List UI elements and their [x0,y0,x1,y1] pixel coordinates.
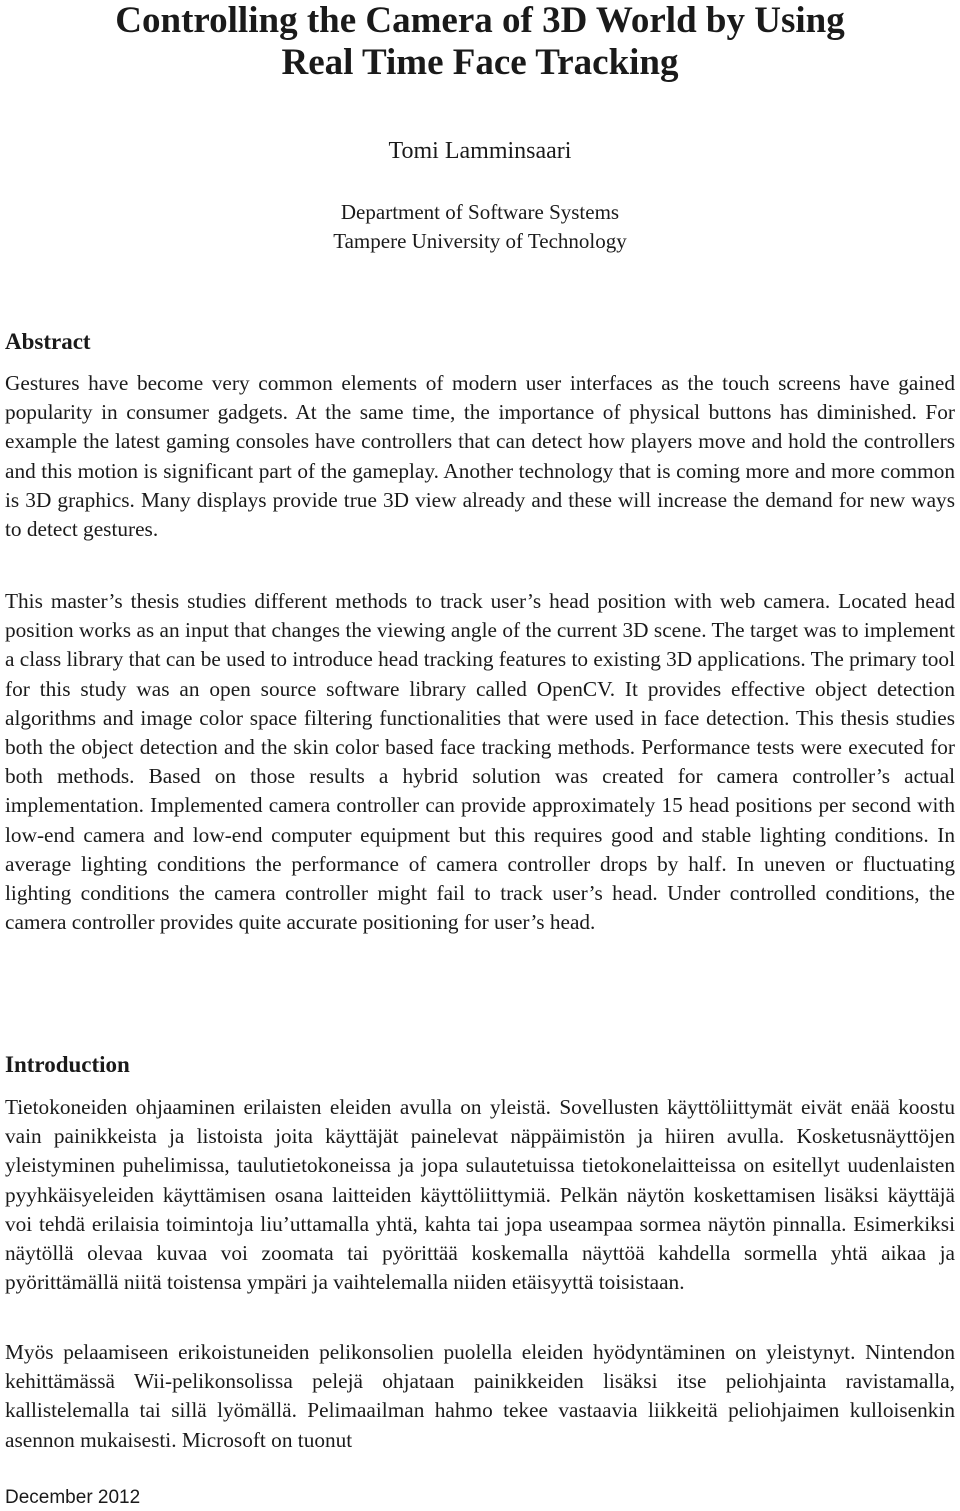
abstract-heading: Abstract [5,329,91,354]
introduction-heading: Introduction [5,1052,130,1077]
footer-date: December 2012 [5,1487,141,1508]
title-line-2: Real Time Face Tracking [281,42,679,83]
affiliation-university: Tampere University of Technology [333,229,627,253]
title-line-1: Controlling the Camera of 3D World by Using [115,0,845,41]
paper-title [0,0,960,84]
abstract-paragraph-1: Gestures have become very common elements of modern user interfaces as the touch screens have gained popularity in consumer gadgets. At the same time, the importance of physical buttons has diminished. For example the latest gaming consoles have controllers that can detect how players move and hold the controllers and this motion is significant part of the gameplay. Another technology that is coming more and more common is 3D graphics. Many displays provide true 3D view already and these will increase the demand for new ways to detect gestures. [5,371,955,542]
abstract-paragraph-2: This master’s thesis studies different methods to track user’s head position with web camera. Located head position works as an input that changes the viewing angle of the current 3D scene. The target was to implement a class library that can be used to introduce head tracking features to existing 3D applications. The primary tool for this study was an open source software library called OpenCV. It provides effective object detection algorithms and image color space filtering functionalities that were used in face detection. This thesis studies both the object detection and the skin color based face tracking methods. Performance tests were executed for both methods. Based on those results a hybrid solution was created for camera controller’s actual implementation. Implemented camera controller can provide approximately 15 head positions per second with low-end camera and low-end computer equipment but this requires good and stable lighting conditions. In average lighting conditions the performance of camera controller drops by half. In uneven or fluctuating lighting conditions the camera controller might fail to track user’s head. Under controlled conditions, the camera controller provides quite accurate positioning for user’s head. [5,589,955,935]
affiliation [0,198,960,256]
affiliation-department: Department of Software Systems [340,200,620,224]
introduction-paragraph-2: Myös pelaamiseen erikoistuneiden pelikonsolien puolella eleiden hyödyntäminen on yleistynyt. Nintendon kehittämässä Wii-pelikonsolissa pelejä ohjataan painikkeiden lisäksi itse peliohjainta ravistamalla, kallistelemalla tai sillä lyömällä. Pelimaailman hahmo tekee vastaavia liikkeitä peliohjaimen kulloisenkin asennon mukaisesti. Microsoft on tuonut [5,1340,955,1452]
introduction-paragraph-1: Tietokoneiden ohjaaminen erilaisten eleiden avulla on yleistä. Sovellusten käyttöliittymät eivät enää koostu vain painikkeista ja listoista joita käyttäjät painelevat näppäimistön ja hiiren avulla. Kosketusnäyttöjen yleistyminen puhelimissa, taulutietokoneissa ja jopa sulautetuissa tietokonelaitteissa on esitellyt uudenlaisten pyyhkäisyeleiden käyttämisen osana laitteiden käyttöliittymiä. Pelkän näytön koskettamisen lisäksi käyttäjä voi tehdä erilaisia toimintoja liu’uttamalla yhtä, kahta tai jopa useampaa sormea näytön pinnalla. Esimerkiksi näytöllä olevaa kuvaa voi zoomata tai pyörittää koskemalla näyttöä kahdella sormella yhtä aikaa ja pyörittämällä niitä toistensa ympäri ja vaihtelemalla niiden etäisyyttä toisistaan. [5,1095,955,1295]
author-name: Tomi Lamminsaari [388,138,572,164]
